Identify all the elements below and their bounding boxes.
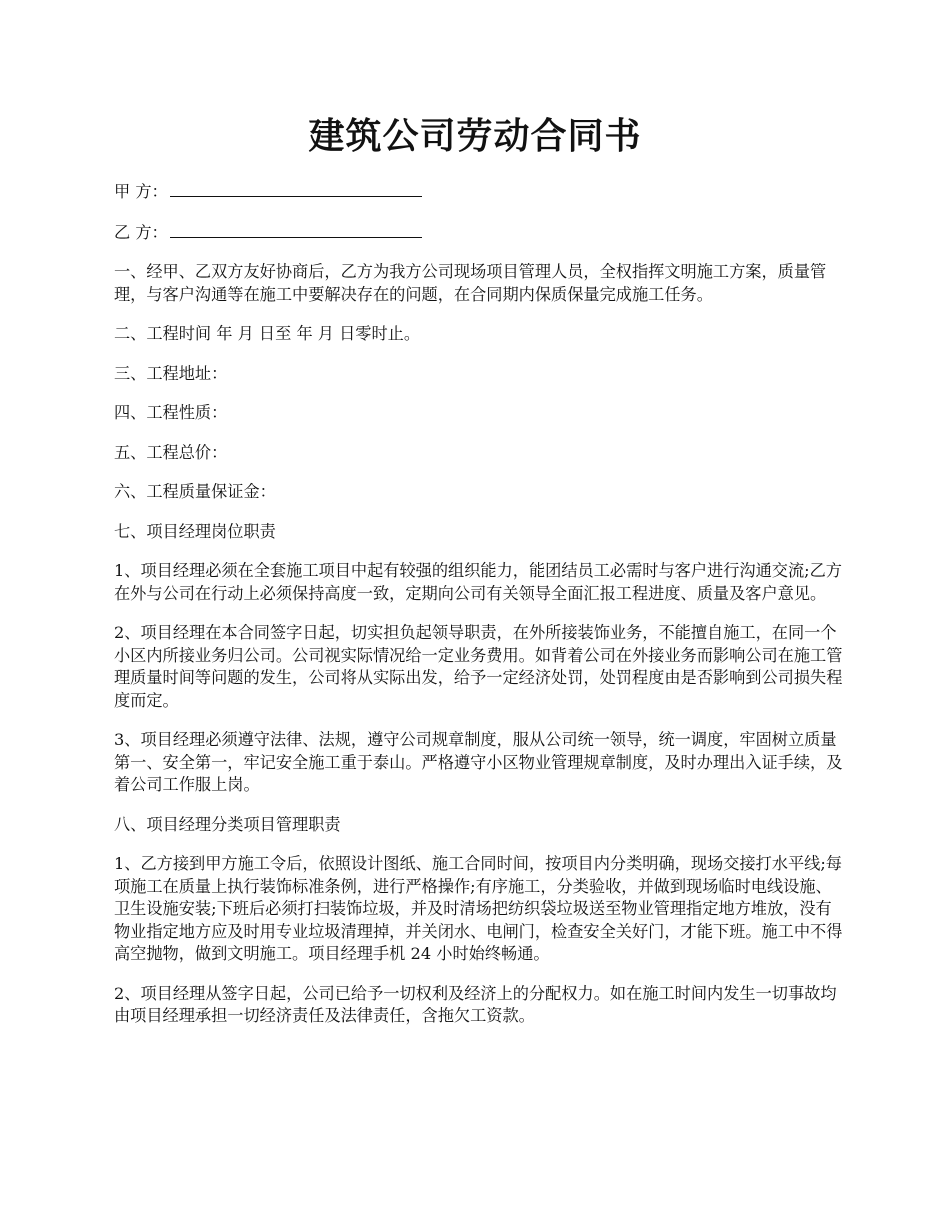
section-8-heading: 八、项目经理分类项目管理职责 — [114, 814, 341, 834]
clause-5: 五、工程总价： — [114, 442, 228, 462]
clause-3: 三、工程地址： — [114, 363, 228, 383]
party-a-label: 甲 方： — [114, 182, 168, 201]
section-7-item-3: 3、项目经理必须遵守法律、法规，遵守公司规章制度，服从公司统一领导，统一调度，牢固树立质量第一、安全第一，牢记安全施工重于泰山。严格遵守小区物业管理规章制度，及时办理出入证手续，及着公司工作服上岗。 — [114, 730, 843, 794]
document-title: 建筑公司劳动合同书 — [308, 115, 642, 157]
party-a-blank — [170, 180, 422, 197]
clause-6: 六、工程质量保证金： — [114, 482, 276, 501]
section-7-item-2: 2、项目经理在本合同签字日起，切实担负起领导职责，在外所接装饰业务，不能擅自施工，在同一个小区内所接业务归公司。公司视实际情况给一定业务费用。如背着公司在外接业务而影响公司在施工管理质量时间等问题的发生，公司将从实际出发，给予一定经济处罚，处罚程度由是否影响到公司损失程度而定。 — [114, 623, 843, 710]
document-body — [114, 180, 844, 1045]
party-b-line — [114, 221, 844, 245]
section-8-item-2: 2、项目经理从签字日起，公司已给予一切权利及经济上的分配权力。如在施工时间内发生一切事故均由项目经理承担一切经济责任及法律责任，含拖欠工资款。 — [114, 983, 837, 1025]
party-a-line — [114, 180, 844, 204]
section-7-heading: 七、项目经理岗位职责 — [114, 521, 276, 541]
clause-1: 一、经甲、乙双方友好协商后，乙方为我方公司现场项目管理人员，全权指挥文明施工方案，质量管理，与客户沟通等在施工中要解决存在的问题，在合同期内保质保量完成施工任务。 — [114, 262, 827, 304]
party-b-blank — [170, 221, 422, 238]
section-8-item-1: 1、乙方接到甲方施工令后，依照设计图纸、施工合同时间，按项目内分类明确，现场交接打水平线;每项施工在质量上执行装饰标准条例，进行严格操作;有序施工，分类验收，并做到现场临时电线设施、卫生设施安装;下班后必须打扫装饰垃圾，并及时清场把纺织袋垃圾送至物业管理指定地方堆放，没有物业指定地方应及时用专业垃圾清理掉，并关闭水、电闸门，检查安全关好门，才能下班。施工中不得高空抛物，做到文明施工。项目经理手机 24 小时始终畅通。 — [114, 854, 843, 963]
clause-4: 四、工程性质： — [114, 403, 228, 422]
section-7-item-1: 1、项目经理必须在全套施工项目中起有较强的组织能力，能团结员工必需时与客户进行沟通交流;乙方在外与公司在行动上必须保持高度一致，定期向公司有关领导全面汇报工程进度、质量及客户意见。 — [114, 561, 842, 603]
party-b-label: 乙 方： — [114, 222, 168, 242]
clause-2: 二、工程时间 年 月 日至 年 月 日零时止。 — [114, 324, 421, 343]
